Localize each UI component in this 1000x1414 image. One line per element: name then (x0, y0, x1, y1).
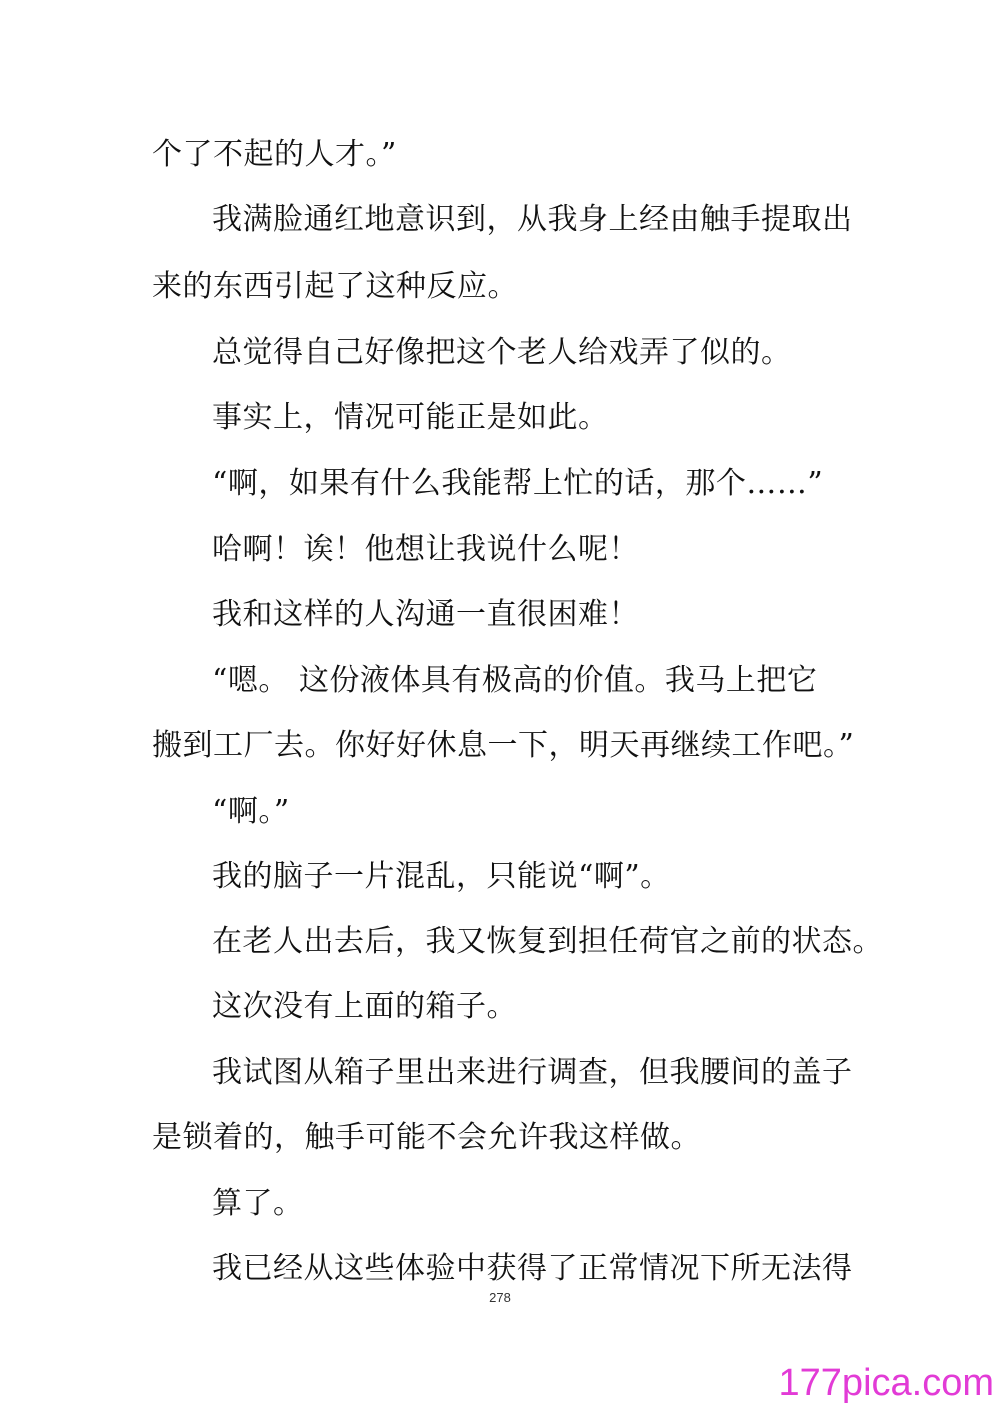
text-line: 总觉得自己好像把这个老人给戏弄了似的。 (212, 335, 792, 370)
text-line: “啊，如果有什么我能帮上忙的话，那个……” (212, 466, 824, 501)
text-line: 来的东西引起了这种反应。 (152, 269, 518, 304)
text-line: 算了。 (212, 1186, 304, 1221)
text-line: “嗯。 这份液体具有极高的价值。我马上把它 (212, 663, 818, 698)
text-line: 我试图从箱子里出来进行调查，但我腰间的盖子 (212, 1055, 853, 1090)
text-line: “啊。” (212, 794, 290, 829)
text-line: 我和这样的人沟通一直很困难！ (212, 597, 639, 632)
text-line: 是锁着的，触手可能不会允许我这样做。 (152, 1120, 701, 1155)
text-line: 哈啊！诶！他想让我说什么呢！ (212, 532, 639, 567)
text-line: 我满脸通红地意识到，从我身上经由触手提取出 (212, 202, 853, 237)
watermark: 177pica.com (778, 1362, 994, 1404)
text-line: 我已经从这些体验中获得了正常情况下所无法得 (212, 1251, 853, 1286)
text-line: 我的脑子一片混乱，只能说“啊”。 (212, 859, 671, 894)
text-line: 这次没有上面的箱子。 (212, 989, 517, 1024)
text-line: 个了不起的人才。” (152, 137, 397, 172)
text-line: 事实上，情况可能正是如此。 (212, 400, 609, 435)
text-line: 搬到工厂去。你好好休息一下，明天再继续工作吧。” (152, 728, 855, 763)
page-number: 278 (489, 1290, 511, 1305)
text-line: 在老人出去后，我又恢复到担任荷官之前的状态。 (212, 924, 883, 959)
